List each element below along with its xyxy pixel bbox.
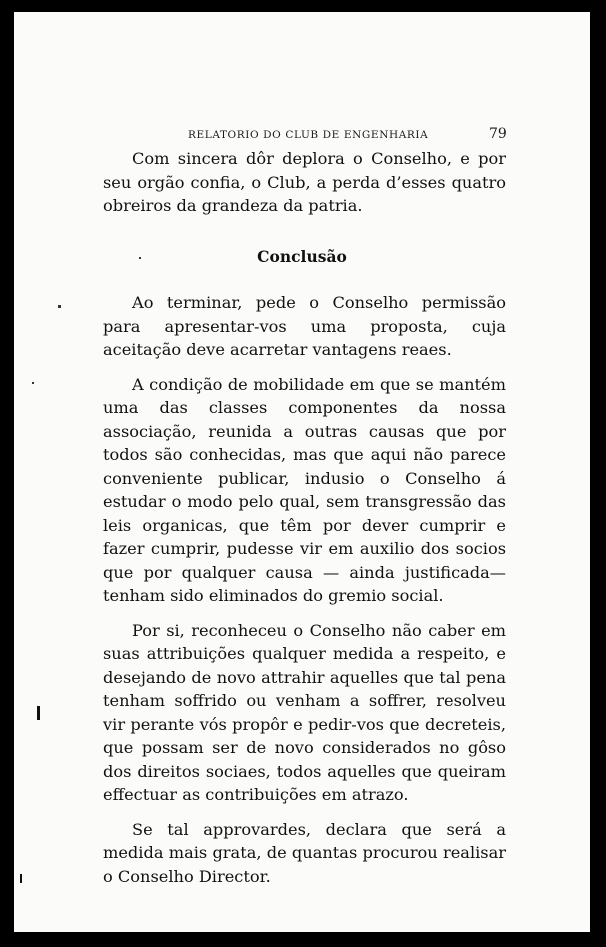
section-heading: Conclusão [257, 247, 347, 266]
scanned-page [14, 12, 590, 932]
margin-speck [37, 706, 40, 720]
running-header-title: RELATORIO DO CLUB DE ENGENHARIA [188, 129, 429, 141]
page-number: 79 [489, 126, 507, 142]
margin-speck [139, 257, 141, 259]
margin-speck [58, 305, 61, 308]
conclusion-body [103, 291, 506, 888]
intro-paragraph: Com sincera dôr deplora o Conselho, e por seu orgão confia, o Club, a perda d’esses quatro obreiros da grandeza da patria. [103, 149, 506, 215]
paragraph-2: A condição de mobilidade em que se mantém uma das classes componentes da nossa associação, reunida a outras causas que por todos são conhecidas, mas que aqui não parece conveniente publicar, indusio o Conselho á estudar o modo pelo qual, sem transgressão das leis organicas, que têm por dever cumprir e fazer cumprir, pudesse vir em auxilio dos socios que por qualquer causa — ainda justificada— tenham sido eliminados do gremio social. [103, 374, 506, 605]
paragraph-1: Ao terminar, pede o Conselho permissão para apresentar-vos uma proposta, cuja aceitação deve acarretar vantagens reaes. [103, 293, 506, 359]
margin-speck [20, 874, 22, 883]
paragraph-3: Por si, reconheceu o Conselho não caber em suas attribuições qualquer medida a respeito, e desejando de novo attrahir aquelles que tal pena tenham soffrido ou venham a soffrer, resolveu vir perante vós propôr e pedir-vos que decreteis, que possam ser de novo considerados no gôso dos direitos sociaes, todos aquelles que queiram effectuar as contribuições em atrazo. [103, 620, 506, 804]
margin-speck [32, 382, 34, 384]
intro-section [103, 147, 506, 218]
paragraph-4: Se tal approvardes, declara que será a medida mais grata, de quantas procurou realisar o Conselho Director. [103, 819, 506, 886]
